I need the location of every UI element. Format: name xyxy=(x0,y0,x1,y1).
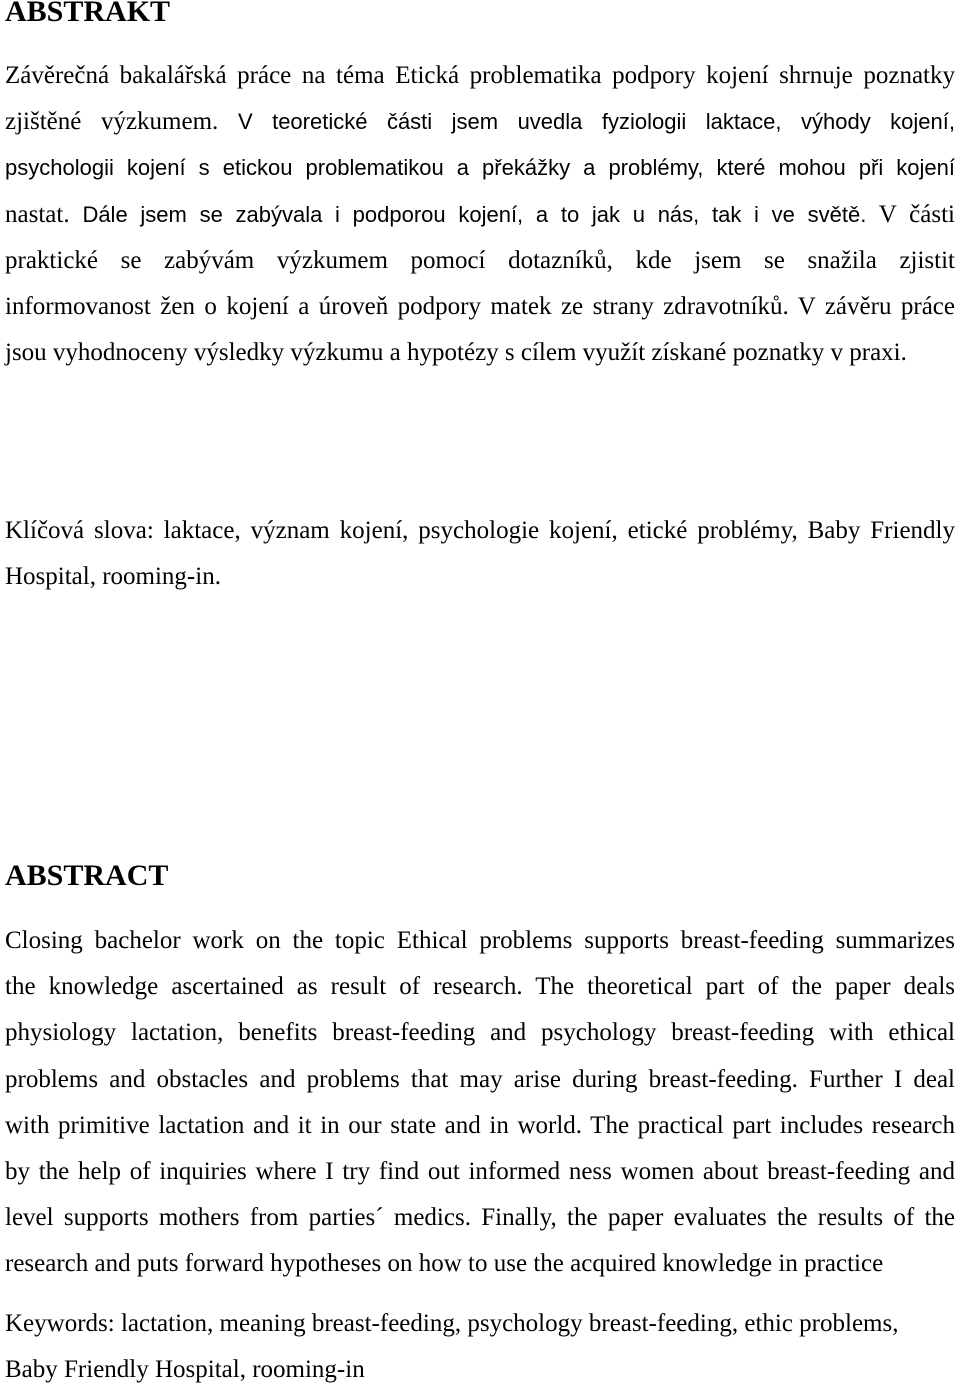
text-segment: Závěrečná bakalářská práce na téma Etická problematika podpory kojení shrnuje poznatky xyxy=(5,62,955,89)
abstrakt-paragraph xyxy=(5,62,955,367)
abstract-line-8: research and puts forward hypotheses on how to use the acquired knowledge in practice xyxy=(5,1250,884,1278)
text-segment-sans: V teoretické části jsem uvedla fyziologii laktace, výhody kojení, xyxy=(237,109,956,135)
abstrakt-keywords xyxy=(5,517,955,591)
abstrakt-line-4 xyxy=(5,201,955,229)
text-segment: zjištěné výzkumem. xyxy=(5,108,219,136)
abstrakt-keywords-line-2: Hospital, rooming-in. xyxy=(5,563,221,591)
text-segment: nastat. xyxy=(5,200,70,228)
abstract-line-6: by the help of inquiries where I try find out informed ness women about breast-feeding and xyxy=(5,1157,955,1185)
abstrakt-line-7 xyxy=(5,339,955,367)
text-segment: praktické se zabývám výzkumem pomocí dotazníků, kde jsem se snažila zjistit xyxy=(5,246,955,274)
abstract-line-7: level supports mothers from parties´ medics. Finally, the paper evaluates the results of the xyxy=(5,1204,955,1232)
text-segment-sans: psychologii kojení s etickou problematikou a překážky a problémy, které mohou při kojení xyxy=(5,155,955,181)
text-segment: informovanost žen o kojení a úroveň podpory matek ze strany zdravotníků. V závěru práce xyxy=(5,292,955,320)
abstract-paragraph xyxy=(5,927,955,1278)
abstract-keywords-line-2: Baby Friendly Hospital, rooming-in xyxy=(5,1356,365,1384)
abstract-keywords-line-1: Keywords: lactation, meaning breast-feeding, psychology breast-feeding, ethic problems, xyxy=(5,1310,899,1337)
abstract-keywords xyxy=(5,1310,955,1384)
text-segment-sans: Dále jsem se zabývala i podporou kojení, a to jak u nás, tak i ve světě. xyxy=(82,201,867,227)
abstrakt-line-5 xyxy=(5,247,955,275)
abstract-line-5: with primitive lactation and it in our state and in world. The practical part includes research xyxy=(5,1111,955,1139)
abstrakt-line-1 xyxy=(5,62,955,90)
abstract-line-1: Closing bachelor work on the topic Ethical problems supports breast-feeding summarizes xyxy=(5,927,955,954)
abstrakt-line-2 xyxy=(5,108,955,136)
text-segment: jsou vyhodnoceny výsledky výzkumu a hypotézy s cílem využít získané poznatky v praxi. xyxy=(5,339,907,367)
abstrakt-line-3 xyxy=(5,154,955,182)
abstract-line-2: the knowledge ascertained as result of research. The theoretical part of the paper deals xyxy=(5,973,955,1001)
abstrakt-line-6 xyxy=(5,293,955,321)
abstract-line-3: physiology lactation, benefits breast-feeding and psychology breast-feeding with ethical xyxy=(5,1019,955,1047)
abstract-line-4: problems and obstacles and problems that may arise during breast-feeding. Further I deal xyxy=(5,1065,955,1093)
abstrakt-heading: ABSTRAKT xyxy=(5,0,171,28)
text-segment: V části xyxy=(878,200,955,228)
abstrakt-keywords-line-1: Klíčová slova: laktace, význam kojení, psychologie kojení, etické problémy, Baby Friendly xyxy=(5,517,955,544)
abstract-heading: ABSTRACT xyxy=(5,859,169,892)
